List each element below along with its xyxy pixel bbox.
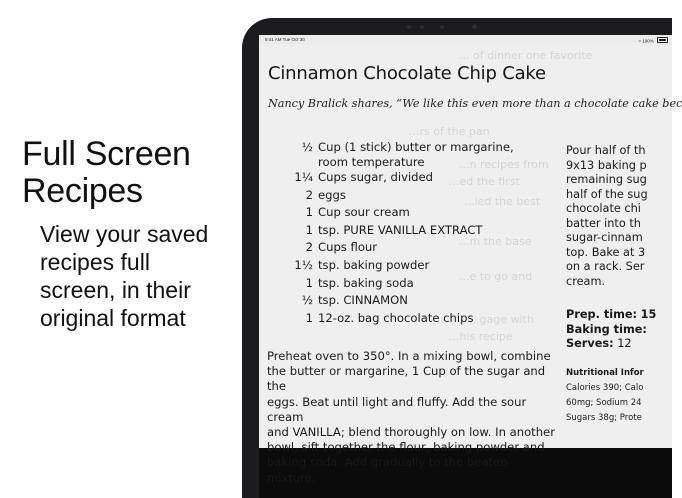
promo-text-block	[22, 136, 240, 332]
status-time: 9:41 AM Tue Oct 30	[265, 37, 305, 42]
baking-time: Baking time:	[566, 322, 647, 336]
ingredient-item: tsp. baking soda	[318, 275, 414, 290]
nutrition-line: 60mg; Sodium 24	[566, 397, 642, 408]
camera-sensor-icon	[420, 25, 424, 29]
serves: Serves: 12	[566, 337, 632, 350]
bleed-through-text: ...ed the first	[449, 175, 520, 188]
battery-percent: 100%	[642, 38, 654, 44]
method-line: Preheat oven to 350°. In a mixing bowl, combine	[267, 349, 551, 363]
ingredient-qty: 1	[305, 310, 313, 325]
instruction-line: cream.	[566, 274, 606, 288]
nutrition-heading: Nutritional Infor	[566, 367, 644, 378]
nutrition-line: Calories 390; Calo	[566, 382, 644, 393]
recipe-title: Cinnamon Chocolate Chip Cake	[268, 63, 546, 84]
ingredient-qty: 1	[305, 205, 313, 220]
instruction-line: remaining sug	[566, 173, 647, 186]
promo-subtitle-line: screen, in their	[40, 277, 191, 303]
instruction-line: sugar-cinnam	[566, 231, 643, 244]
instruction-line: top. Bake at 3	[566, 245, 646, 259]
prep-time: Prep. time: 15	[566, 308, 657, 321]
status-right	[638, 37, 668, 44]
bleed-through-text: ...n recipes from	[459, 158, 549, 171]
method-line: baking soda. Add gradually to the beaten mixture.	[267, 455, 508, 485]
ingredient-item: Cups flour	[318, 240, 378, 255]
ingredient-qty: 1	[305, 222, 313, 237]
bake-instructions	[566, 144, 656, 289]
promo-subtitle	[40, 220, 240, 332]
bleed-through-text: ...his recipe	[449, 330, 513, 343]
ingredient-qty: 2	[305, 187, 313, 202]
method-line: eggs. Beat until light and fluffy. Add the sour cream	[267, 394, 527, 424]
promo-subtitle-line: recipes full	[40, 249, 150, 275]
ingredient-qty: 1½	[294, 257, 313, 272]
ingredient-item: Cup (1 stick) butter or margarine, room temperature	[318, 140, 514, 169]
recipe-intro: Nancy Bralick shares, “We like this even more than a chocolate cake bec	[268, 97, 682, 110]
nutrition-info	[566, 366, 656, 426]
battery-icon	[657, 37, 668, 43]
ipad-device-frame	[242, 18, 682, 498]
instruction-line: on a rack. Ser	[566, 260, 645, 273]
promo-subtitle-line: original format	[40, 305, 186, 331]
promo-title-line: Recipes	[22, 172, 143, 210]
instruction-line: half of the sug	[566, 187, 648, 201]
ingredient-item: Cup sour cream	[318, 205, 410, 220]
right-column-instructions	[566, 144, 656, 426]
bleed-through-text: ...ied the best	[464, 195, 541, 208]
method-paragraph	[267, 349, 557, 486]
instruction-line: batter into th	[566, 216, 641, 230]
device-screen	[259, 35, 682, 498]
method-line: the butter or margarine, 1 Cup of the sugar and the	[267, 364, 546, 394]
bleed-through-text: ...gage with	[469, 313, 534, 326]
ingredient-qty: 1	[305, 275, 313, 290]
device-top-bezel	[242, 18, 672, 35]
method-line: and VANILLA; blend thoroughly on low. In another	[267, 425, 555, 440]
ingredient-qty: 2	[305, 240, 313, 255]
wifi-icon: ≈	[638, 38, 641, 44]
ingredient-item: eggs	[318, 187, 346, 202]
bleed-through-text: ... of dinner one favorite	[459, 49, 593, 62]
ingredient-qty: ½	[301, 140, 313, 154]
instruction-line: 9x13 baking p	[566, 158, 647, 172]
promo-title-line: Full Screen	[22, 135, 191, 173]
status-bar	[259, 35, 672, 45]
ingredient-qty: 1¼	[294, 170, 313, 184]
bleed-through-text: ...rs of the pan	[409, 125, 490, 138]
instruction-line: chocolate chi	[566, 202, 641, 215]
ingredient-item: 12-oz. bag chocolate chips	[318, 310, 474, 325]
camera-sensor-icon	[407, 25, 411, 29]
nutrition-line: Sugars 38g; Prote	[566, 412, 642, 423]
bleed-through-text: ...m the base	[459, 235, 532, 248]
bleed-through-text: ...e to go and	[459, 270, 533, 283]
ingredient-item: Cups sugar, divided	[318, 170, 434, 184]
recipe-scan-page[interactable]	[259, 45, 682, 485]
ingredient-qty: ½	[301, 293, 313, 308]
ingredient-item: tsp. baking powder	[318, 257, 430, 272]
camera-lens-icon	[472, 24, 477, 29]
promo-title	[22, 136, 240, 210]
promo-subtitle-line: View your saved	[40, 221, 209, 247]
method-line: bowl, sift together the flour, baking powder and	[267, 440, 545, 455]
ingredient-item: tsp. PURE VANILLA EXTRACT	[318, 222, 483, 237]
camera-lens-icon	[440, 25, 444, 29]
ingredient-item: tsp. CINNAMON	[318, 293, 408, 308]
instruction-line: Pour half of th	[566, 144, 646, 157]
